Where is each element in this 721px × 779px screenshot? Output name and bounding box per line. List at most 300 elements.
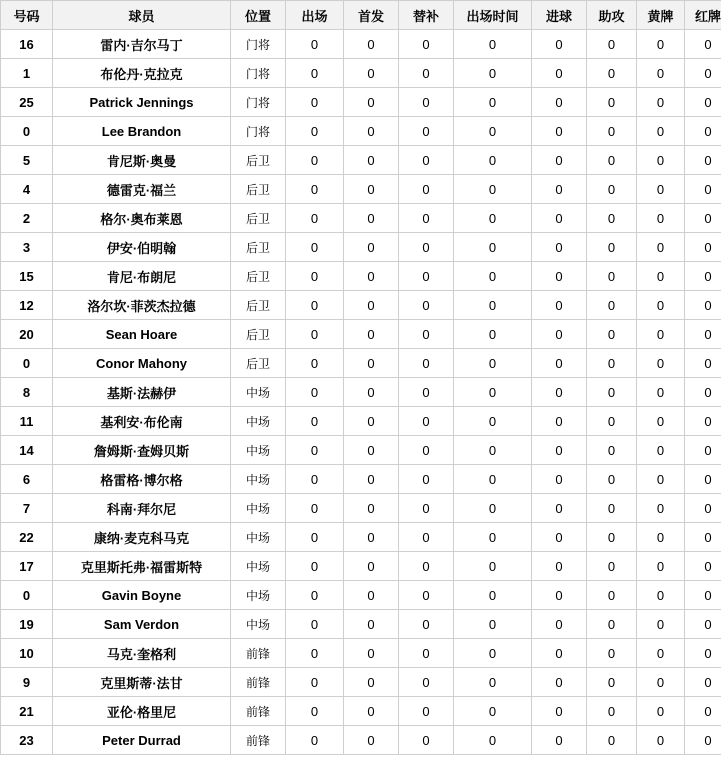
cell-apps: 0 [286,88,344,117]
cell-minutes: 0 [454,378,532,407]
table-header [1,1,721,30]
cell-number: 8 [1,378,53,407]
cell-number: 9 [1,668,53,697]
cell-position: 门将 [231,117,286,146]
table-row [1,349,721,378]
cell-starts: 0 [344,320,399,349]
cell-position: 中场 [231,436,286,465]
cell-sub: 0 [399,639,454,668]
cell-minutes: 0 [454,407,532,436]
cell-goals: 0 [532,668,587,697]
cell-number: 5 [1,146,53,175]
cell-minutes: 0 [454,610,532,639]
table-row [1,668,721,697]
cell-goals: 0 [532,146,587,175]
cell-assists: 0 [587,117,637,146]
cell-minutes: 0 [454,30,532,59]
cell-position: 中场 [231,581,286,610]
cell-number: 0 [1,117,53,146]
cell-red: 0 [685,610,721,639]
cell-position: 中场 [231,378,286,407]
cell-sub: 0 [399,697,454,726]
cell-goals: 0 [532,291,587,320]
cell-yellow: 0 [637,697,685,726]
cell-starts: 0 [344,523,399,552]
cell-assists: 0 [587,349,637,378]
cell-position: 门将 [231,30,286,59]
cell-sub: 0 [399,726,454,755]
cell-player: 洛尔坎·菲茨杰拉德 [53,291,231,320]
cell-minutes: 0 [454,523,532,552]
column-header-number: 号码 [1,1,53,30]
cell-goals: 0 [532,204,587,233]
cell-minutes: 0 [454,204,532,233]
cell-position: 前锋 [231,639,286,668]
cell-minutes: 0 [454,320,532,349]
cell-position: 中场 [231,465,286,494]
cell-position: 中场 [231,407,286,436]
cell-sub: 0 [399,117,454,146]
cell-red: 0 [685,697,721,726]
cell-player: 雷内·吉尔马丁 [53,30,231,59]
table-row [1,233,721,262]
cell-yellow: 0 [637,59,685,88]
cell-starts: 0 [344,117,399,146]
cell-sub: 0 [399,204,454,233]
cell-yellow: 0 [637,523,685,552]
cell-position: 门将 [231,88,286,117]
table-row [1,436,721,465]
cell-player: 格尔·奥布莱恩 [53,204,231,233]
cell-goals: 0 [532,465,587,494]
cell-minutes: 0 [454,262,532,291]
cell-apps: 0 [286,30,344,59]
cell-red: 0 [685,668,721,697]
cell-goals: 0 [532,436,587,465]
cell-red: 0 [685,407,721,436]
cell-apps: 0 [286,349,344,378]
cell-starts: 0 [344,378,399,407]
cell-assists: 0 [587,668,637,697]
cell-apps: 0 [286,668,344,697]
cell-red: 0 [685,378,721,407]
cell-number: 14 [1,436,53,465]
table-row [1,697,721,726]
cell-minutes: 0 [454,146,532,175]
cell-sub: 0 [399,668,454,697]
cell-apps: 0 [286,494,344,523]
column-header-apps: 出场 [286,1,344,30]
cell-minutes: 0 [454,291,532,320]
cell-goals: 0 [532,349,587,378]
cell-apps: 0 [286,204,344,233]
cell-red: 0 [685,204,721,233]
cell-position: 中场 [231,494,286,523]
cell-sub: 0 [399,30,454,59]
cell-apps: 0 [286,175,344,204]
table-row [1,204,721,233]
cell-yellow: 0 [637,233,685,262]
table-row [1,581,721,610]
table-row [1,30,721,59]
cell-red: 0 [685,349,721,378]
cell-sub: 0 [399,407,454,436]
cell-player: 克里斯托弗·福雷斯特 [53,552,231,581]
cell-minutes: 0 [454,88,532,117]
cell-assists: 0 [587,262,637,291]
cell-apps: 0 [286,581,344,610]
cell-starts: 0 [344,436,399,465]
table-row [1,146,721,175]
cell-number: 23 [1,726,53,755]
cell-starts: 0 [344,59,399,88]
cell-minutes: 0 [454,668,532,697]
cell-red: 0 [685,436,721,465]
cell-red: 0 [685,320,721,349]
cell-yellow: 0 [637,88,685,117]
cell-player: 肯尼斯·奥曼 [53,146,231,175]
cell-sub: 0 [399,436,454,465]
table-row [1,117,721,146]
cell-starts: 0 [344,407,399,436]
table-row [1,175,721,204]
cell-minutes: 0 [454,117,532,146]
cell-starts: 0 [344,349,399,378]
column-header-red: 红牌 [685,1,721,30]
cell-player: 马克·奎格利 [53,639,231,668]
cell-red: 0 [685,262,721,291]
cell-goals: 0 [532,581,587,610]
cell-yellow: 0 [637,726,685,755]
cell-number: 21 [1,697,53,726]
column-header-position: 位置 [231,1,286,30]
table-row [1,262,721,291]
cell-position: 后卫 [231,233,286,262]
cell-minutes: 0 [454,726,532,755]
cell-position: 后卫 [231,262,286,291]
cell-position: 后卫 [231,175,286,204]
cell-assists: 0 [587,30,637,59]
cell-position: 后卫 [231,291,286,320]
table-row [1,610,721,639]
cell-starts: 0 [344,175,399,204]
cell-minutes: 0 [454,639,532,668]
cell-player: Patrick Jennings [53,88,231,117]
cell-player: Sean Hoare [53,320,231,349]
cell-red: 0 [685,175,721,204]
cell-assists: 0 [587,697,637,726]
table-row [1,407,721,436]
cell-player: 克里斯蒂·法甘 [53,668,231,697]
cell-goals: 0 [532,726,587,755]
cell-assists: 0 [587,291,637,320]
cell-starts: 0 [344,88,399,117]
cell-assists: 0 [587,59,637,88]
cell-goals: 0 [532,30,587,59]
cell-goals: 0 [532,639,587,668]
cell-goals: 0 [532,262,587,291]
cell-sub: 0 [399,523,454,552]
cell-assists: 0 [587,465,637,494]
cell-yellow: 0 [637,494,685,523]
cell-sub: 0 [399,349,454,378]
cell-player: 伊安·伯明翰 [53,233,231,262]
cell-player: Conor Mahony [53,349,231,378]
cell-red: 0 [685,117,721,146]
cell-minutes: 0 [454,59,532,88]
cell-yellow: 0 [637,262,685,291]
cell-apps: 0 [286,407,344,436]
cell-starts: 0 [344,494,399,523]
cell-starts: 0 [344,30,399,59]
cell-number: 7 [1,494,53,523]
cell-sub: 0 [399,262,454,291]
table-row [1,465,721,494]
cell-player: 布伦丹·克拉克 [53,59,231,88]
cell-assists: 0 [587,204,637,233]
cell-minutes: 0 [454,175,532,204]
cell-sub: 0 [399,378,454,407]
cell-position: 后卫 [231,349,286,378]
cell-player: 康纳·麦克科马克 [53,523,231,552]
cell-yellow: 0 [637,407,685,436]
cell-apps: 0 [286,726,344,755]
cell-assists: 0 [587,639,637,668]
cell-red: 0 [685,639,721,668]
cell-position: 后卫 [231,204,286,233]
cell-sub: 0 [399,552,454,581]
cell-apps: 0 [286,320,344,349]
cell-position: 后卫 [231,320,286,349]
cell-minutes: 0 [454,581,532,610]
table-row [1,88,721,117]
cell-red: 0 [685,726,721,755]
cell-yellow: 0 [637,581,685,610]
cell-goals: 0 [532,233,587,262]
cell-number: 0 [1,581,53,610]
cell-starts: 0 [344,697,399,726]
cell-assists: 0 [587,726,637,755]
cell-yellow: 0 [637,175,685,204]
cell-position: 中场 [231,523,286,552]
cell-minutes: 0 [454,697,532,726]
cell-starts: 0 [344,552,399,581]
cell-goals: 0 [532,697,587,726]
cell-sub: 0 [399,175,454,204]
cell-yellow: 0 [637,668,685,697]
cell-assists: 0 [587,552,637,581]
cell-number: 17 [1,552,53,581]
cell-apps: 0 [286,59,344,88]
cell-player: Peter Durrad [53,726,231,755]
cell-goals: 0 [532,175,587,204]
cell-number: 1 [1,59,53,88]
column-header-goals: 进球 [532,1,587,30]
cell-goals: 0 [532,320,587,349]
cell-player: Sam Verdon [53,610,231,639]
cell-assists: 0 [587,436,637,465]
cell-player: Gavin Boyne [53,581,231,610]
cell-sub: 0 [399,465,454,494]
cell-position: 门将 [231,59,286,88]
table-row [1,291,721,320]
cell-sub: 0 [399,146,454,175]
cell-number: 6 [1,465,53,494]
cell-starts: 0 [344,726,399,755]
cell-number: 2 [1,204,53,233]
cell-apps: 0 [286,697,344,726]
cell-goals: 0 [532,88,587,117]
cell-apps: 0 [286,552,344,581]
column-header-assists: 助攻 [587,1,637,30]
cell-minutes: 0 [454,349,532,378]
cell-goals: 0 [532,59,587,88]
cell-number: 4 [1,175,53,204]
cell-number: 25 [1,88,53,117]
cell-yellow: 0 [637,117,685,146]
cell-apps: 0 [286,117,344,146]
cell-goals: 0 [532,494,587,523]
cell-number: 22 [1,523,53,552]
cell-sub: 0 [399,581,454,610]
cell-assists: 0 [587,175,637,204]
table-row [1,523,721,552]
cell-player: 基利安·布伦南 [53,407,231,436]
column-header-minutes: 出场时间 [454,1,532,30]
cell-yellow: 0 [637,291,685,320]
cell-yellow: 0 [637,378,685,407]
cell-apps: 0 [286,262,344,291]
cell-sub: 0 [399,88,454,117]
cell-red: 0 [685,146,721,175]
table-row [1,378,721,407]
cell-starts: 0 [344,465,399,494]
cell-apps: 0 [286,465,344,494]
cell-sub: 0 [399,59,454,88]
cell-position: 中场 [231,610,286,639]
cell-apps: 0 [286,233,344,262]
column-header-sub: 替补 [399,1,454,30]
cell-player: 德雷克·福兰 [53,175,231,204]
cell-number: 11 [1,407,53,436]
cell-assists: 0 [587,494,637,523]
cell-sub: 0 [399,610,454,639]
cell-apps: 0 [286,291,344,320]
cell-yellow: 0 [637,30,685,59]
cell-red: 0 [685,523,721,552]
cell-yellow: 0 [637,465,685,494]
cell-position: 后卫 [231,146,286,175]
cell-goals: 0 [532,117,587,146]
cell-red: 0 [685,552,721,581]
cell-apps: 0 [286,523,344,552]
cell-minutes: 0 [454,436,532,465]
cell-red: 0 [685,59,721,88]
cell-goals: 0 [532,378,587,407]
cell-goals: 0 [532,610,587,639]
cell-starts: 0 [344,291,399,320]
cell-minutes: 0 [454,465,532,494]
cell-player: 詹姆斯·查姆贝斯 [53,436,231,465]
cell-sub: 0 [399,291,454,320]
cell-number: 0 [1,349,53,378]
cell-red: 0 [685,494,721,523]
cell-yellow: 0 [637,146,685,175]
cell-position: 前锋 [231,697,286,726]
cell-assists: 0 [587,320,637,349]
cell-yellow: 0 [637,320,685,349]
cell-player: 肯尼·布朗尼 [53,262,231,291]
cell-starts: 0 [344,668,399,697]
cell-red: 0 [685,30,721,59]
table-row [1,726,721,755]
cell-starts: 0 [344,146,399,175]
cell-starts: 0 [344,204,399,233]
cell-red: 0 [685,291,721,320]
cell-number: 16 [1,30,53,59]
table-row [1,639,721,668]
cell-apps: 0 [286,610,344,639]
cell-goals: 0 [532,552,587,581]
column-header-starts: 首发 [344,1,399,30]
cell-assists: 0 [587,378,637,407]
cell-red: 0 [685,581,721,610]
column-header-yellow: 黄牌 [637,1,685,30]
cell-number: 3 [1,233,53,262]
cell-starts: 0 [344,610,399,639]
cell-sub: 0 [399,494,454,523]
cell-sub: 0 [399,233,454,262]
cell-starts: 0 [344,262,399,291]
cell-starts: 0 [344,581,399,610]
column-header-player: 球员 [53,1,231,30]
cell-player: 格雷格·博尔格 [53,465,231,494]
cell-assists: 0 [587,146,637,175]
table-row [1,59,721,88]
cell-apps: 0 [286,436,344,465]
cell-assists: 0 [587,88,637,117]
cell-apps: 0 [286,639,344,668]
cell-apps: 0 [286,378,344,407]
cell-yellow: 0 [637,610,685,639]
cell-number: 19 [1,610,53,639]
cell-position: 前锋 [231,668,286,697]
cell-assists: 0 [587,407,637,436]
cell-minutes: 0 [454,552,532,581]
cell-yellow: 0 [637,552,685,581]
cell-position: 前锋 [231,726,286,755]
cell-apps: 0 [286,146,344,175]
table-body [1,30,721,755]
cell-minutes: 0 [454,494,532,523]
cell-player: 基斯·法赫伊 [53,378,231,407]
cell-assists: 0 [587,233,637,262]
table-row [1,494,721,523]
cell-position: 中场 [231,552,286,581]
cell-assists: 0 [587,610,637,639]
cell-number: 10 [1,639,53,668]
cell-starts: 0 [344,233,399,262]
cell-number: 20 [1,320,53,349]
table-row [1,552,721,581]
cell-player: 科南·拜尔尼 [53,494,231,523]
cell-assists: 0 [587,581,637,610]
cell-red: 0 [685,465,721,494]
cell-sub: 0 [399,320,454,349]
cell-player: 亚伦·格里尼 [53,697,231,726]
cell-starts: 0 [344,639,399,668]
cell-goals: 0 [532,523,587,552]
